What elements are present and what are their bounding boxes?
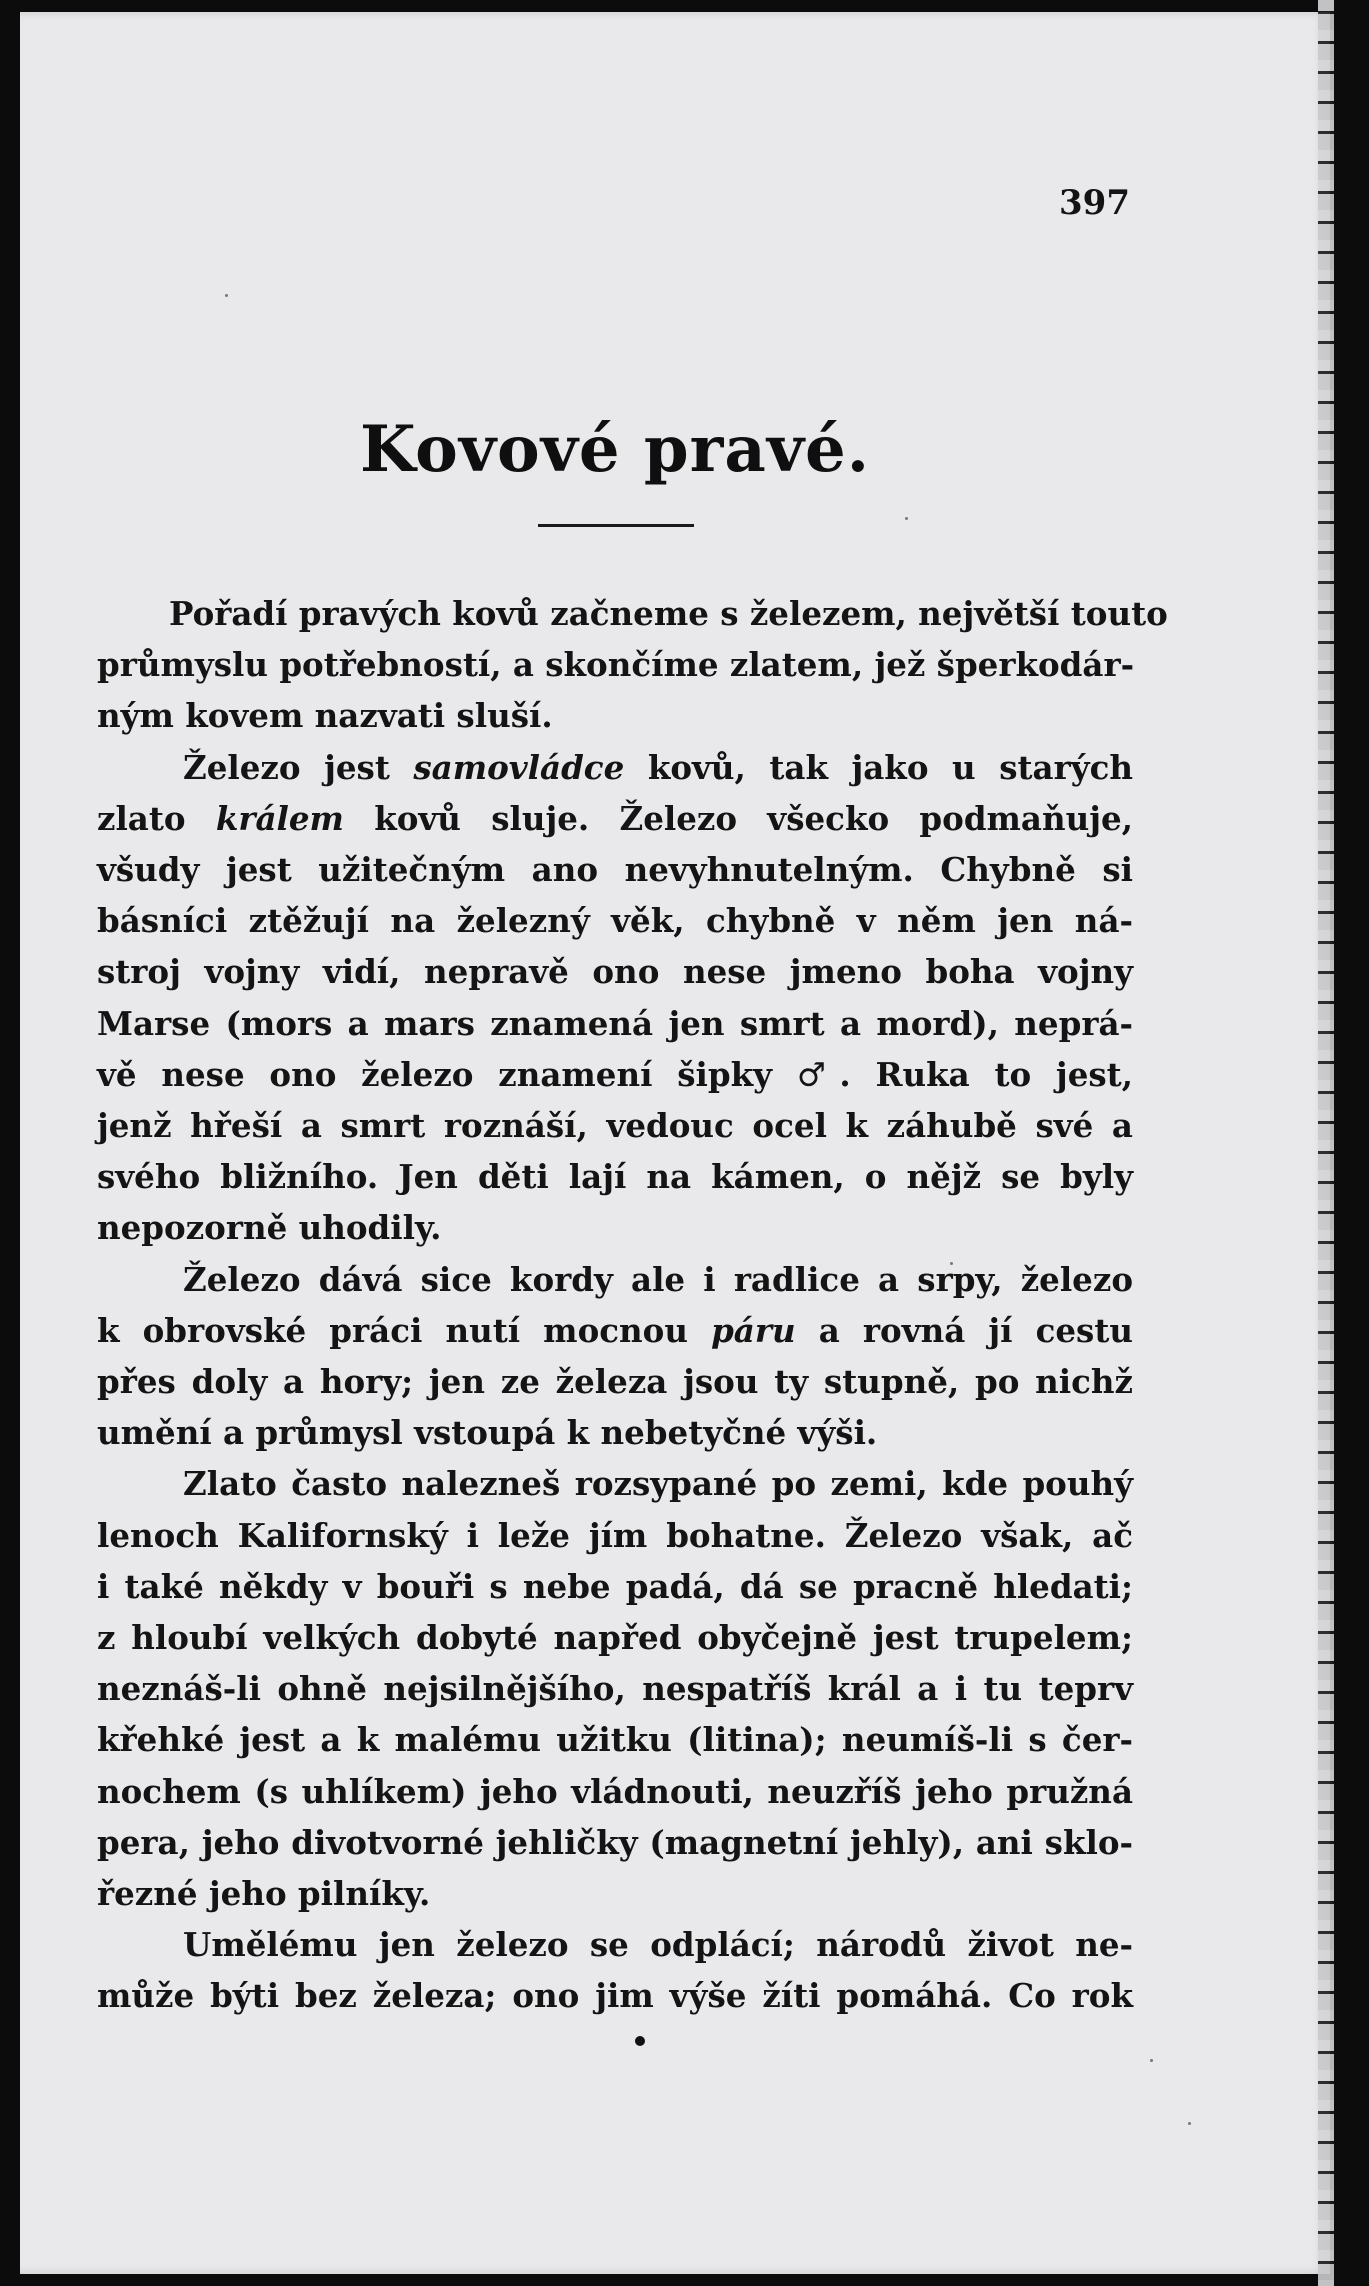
title-rule (538, 524, 694, 527)
text-line: Železo dává sice kordy ale i radlice a srpy, železo (183, 1259, 1133, 1299)
text-line: k obrovské práci nutí mocnou páru a rovná jí cestu (97, 1310, 1133, 1350)
body-text (97, 588, 1168, 2022)
text-line: básníci ztěžují na železný věk, chybně v něm jen ná- (97, 901, 1133, 941)
text-line: ným kovem nazvati sluší. (97, 696, 553, 736)
text-line: lenoch Kalifornský i leže jím bohatne. Železo však, ač (97, 1515, 1133, 1555)
page-edge (1318, 0, 1334, 2286)
text-line: Železo jest samovládce kovů, tak jako u starých (183, 747, 1133, 787)
text-line: průmyslu potřebností, a skončíme zlatem, jež šperkodár- (97, 645, 1135, 685)
text-line: všudy jest užitečným ano nevyhnutelným. Chybně si (97, 850, 1133, 890)
text-line: Umělému jen železo se odplácí; národů život ne- (183, 1925, 1133, 1965)
text-line: vě nese ono železo znamení šipky ♂. Ruka to jest, (97, 1054, 1133, 1094)
page-number: 397 (1059, 183, 1130, 223)
text-line: jenž hřeší a smrt roznáší, vedouc ocel k záhubě své a (97, 1106, 1133, 1146)
text-line: zlato králem kovů sluje. Železo všecko podmaňuje, (97, 798, 1133, 838)
paper-speck (225, 294, 228, 297)
text-line: přes doly a hory; jen ze železa jsou ty stupně, po nichž (97, 1362, 1133, 1402)
text-line: nochem (s uhlíkem) jeho vládnouti, neuzříš jeho pružná (97, 1771, 1133, 1811)
text-line: Zlato často nalezneš rozsypané po zemi, kde pouhý (183, 1464, 1133, 1504)
paper-speck (1150, 2059, 1153, 2062)
text-line: Marse (mors a mars znamená jen smrt a mord), neprá- (97, 1003, 1133, 1043)
text-line: umění a průmysl vstoupá k nebetyčné výši. (97, 1413, 878, 1453)
text-line: svého bližního. Jen děti lají na kámen, o nějž se byly (97, 1157, 1133, 1197)
text-line: z hloubí velkých dobyté napřed obyčejně jest trupelem; (97, 1618, 1133, 1658)
text-line: stroj vojny vidí, nepravě ono nese jmeno boha vojny (97, 952, 1133, 992)
text-line: Pořadí pravých kovů začneme s železem, největší touto (169, 594, 1168, 633)
text-line: může býti bez železa; ono jim výše žíti pomáhá. Co rok (97, 1976, 1133, 2016)
chapter-title: Kovové pravé. (359, 412, 871, 487)
text-line: neznáš-li ohně nejsilnějšího, nespatříš král a i tu teprv (97, 1669, 1133, 1709)
text-line: křehké jest a k malému užitku (litina); neumíš-li s čer- (97, 1720, 1133, 1760)
text-line: nepozorně uhodily. (97, 1208, 442, 1248)
paper-speck (1188, 2122, 1191, 2125)
bottom-dot (635, 2036, 645, 2046)
text-line: i také někdy v bouři s nebe padá, dá se pracně hledati; (97, 1566, 1133, 1606)
text-line: řezné jeho pilníky. (97, 1874, 431, 1914)
text-line: pera, jeho divotvorné jehličky (magnetní jehly), ani sklo- (97, 1822, 1133, 1862)
paper-speck (905, 517, 908, 520)
